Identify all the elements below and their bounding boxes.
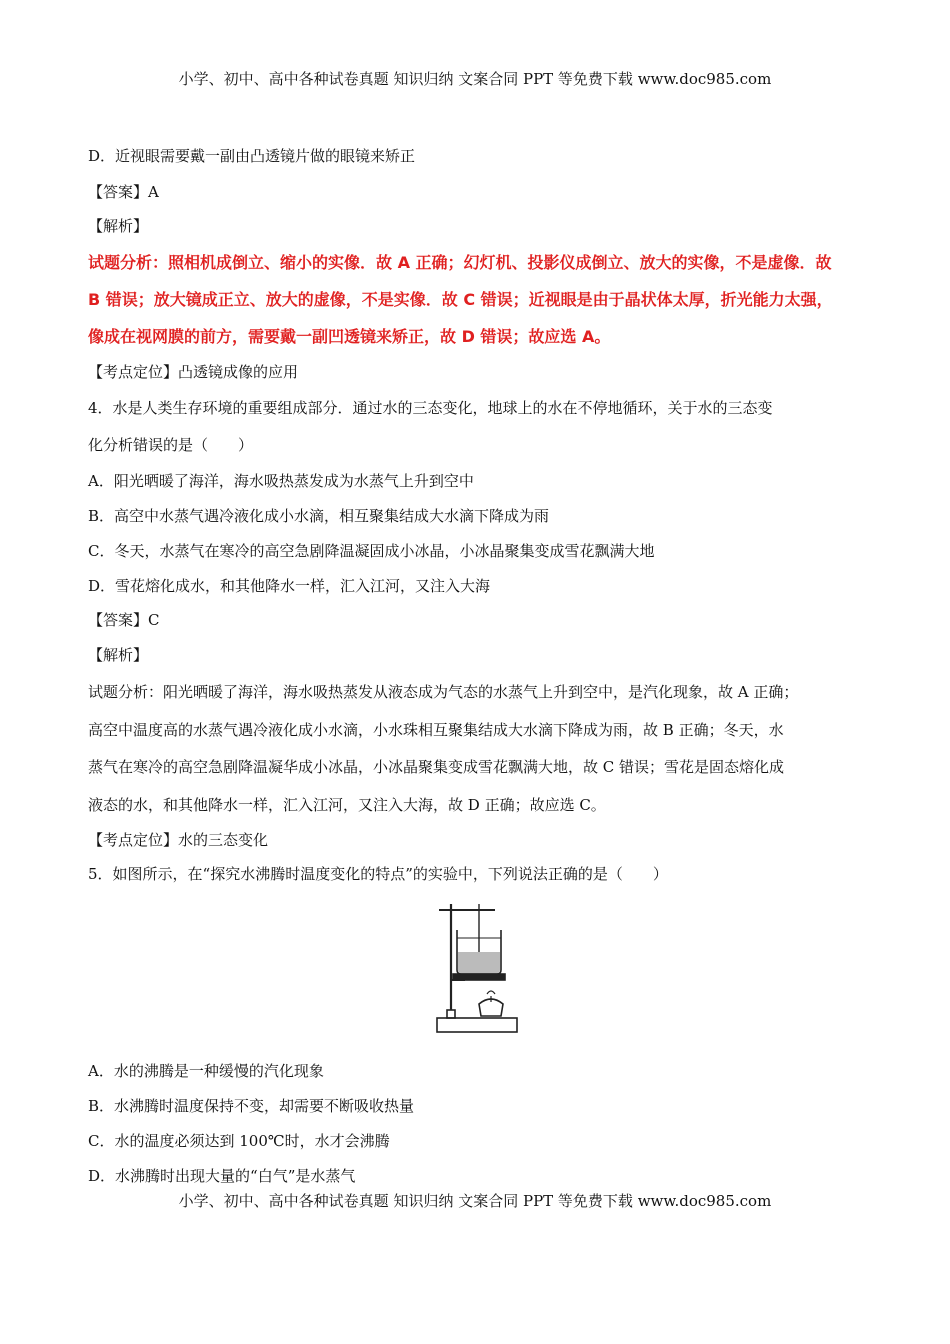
q3-knowledge-point: 【考点定位】凸透镜成像的应用 [88,363,299,381]
q3-analysis-line: B 错误；放大镜成正立、放大的虚像，不是实像．故 C 错误；近视眼是由于晶状体太厚，折光能力太强， [88,290,833,309]
q3-option-d: D．近视眼需要戴一副由凸透镜片做的眼镜来矫正 [88,147,416,165]
page-footer: 小学、初中、高中各种试卷真题 知识归纳 文案合同 PPT 等免费下载 www.doc985.com [178,1192,772,1210]
q4-analysis-line: 液态的水，和其他降水一样，汇入江河，又注入大海，故 D 正确；故应选 C。 [88,796,606,814]
q3-analysis-title: 【解析】 [88,217,149,235]
q5-option-c: C．水的温度必须达到 100℃时，水才会沸腾 [88,1132,390,1150]
q4-option-a: A．阳光晒暖了海洋，海水吸热蒸发成为水蒸气上升到空中 [88,472,474,490]
q3-analysis-line: 试题分析：照相机成倒立、缩小的实像．故 A 正确；幻灯机、投影仪成倒立、放大的实像，不是虚像．故 [88,253,832,272]
q4-option-c: C．冬天，水蒸气在寒冷的高空急剧降温凝固成小冰晶，小冰晶聚集变成雪花飘满大地 [88,542,655,560]
q4-knowledge-point: 【考点定位】水的三态变化 [88,831,269,849]
q4-analysis-line: 试题分析：阳光晒暖了海洋，海水吸热蒸发从液态成为气态的水蒸气上升到空中，是汽化现象，故 A 正确； [88,683,799,701]
boiling-experiment-figure [435,900,519,1035]
q3-analysis-line: 像成在视网膜的前方，需要戴一副凹透镜来矫正，故 D 错误；故应选 A。 [88,327,611,346]
q4-stem-line: 4．水是人类生存环境的重要组成部分．通过水的三态变化，地球上的水在不停地循环，关于水的三态变 [88,399,773,417]
q4-option-b: B．高空中水蒸气遇冷液化成小水滴，相互聚集结成大水滴下降成为雨 [88,507,550,525]
q4-option-d: D．雪花熔化成水，和其他降水一样，汇入江河，又注入大海 [88,577,491,595]
q4-analysis-line: 蒸气在寒冷的高空急剧降温凝华成小冰晶，小冰晶聚集变成雪花飘满大地，故 C 错误；雪花是固态熔化成 [88,758,785,776]
stand-base [437,1018,517,1032]
q4-analysis-line: 高空中温度高的水蒸气遇冷液化成小水滴，小水珠相互聚集结成大水滴下降成为雨，故 B 正确；冬天，水 [88,721,784,739]
water [458,952,500,973]
q3-answer: 【答案】A [88,183,159,201]
q4-answer: 【答案】C [88,611,160,629]
stand-foot [447,1010,455,1018]
q5-option-a: A．水的沸腾是一种缓慢的汽化现象 [88,1062,324,1080]
q5-option-d: D．水沸腾时出现大量的“白气”是水蒸气 [88,1167,356,1185]
q5-stem: 5．如图所示，在“探究水沸腾时温度变化的特点”的实验中，下列说法正确的是（ ） [88,865,668,883]
q4-stem-line: 化分析错误的是（ ） [88,436,254,454]
q5-option-b: B．水沸腾时温度保持不变，却需要不断吸收热量 [88,1097,415,1115]
q4-analysis-title: 【解析】 [88,646,149,664]
page-header: 小学、初中、高中各种试卷真题 知识归纳 文案合同 PPT 等免费下载 www.doc985.com [178,70,772,88]
flame [487,991,495,994]
